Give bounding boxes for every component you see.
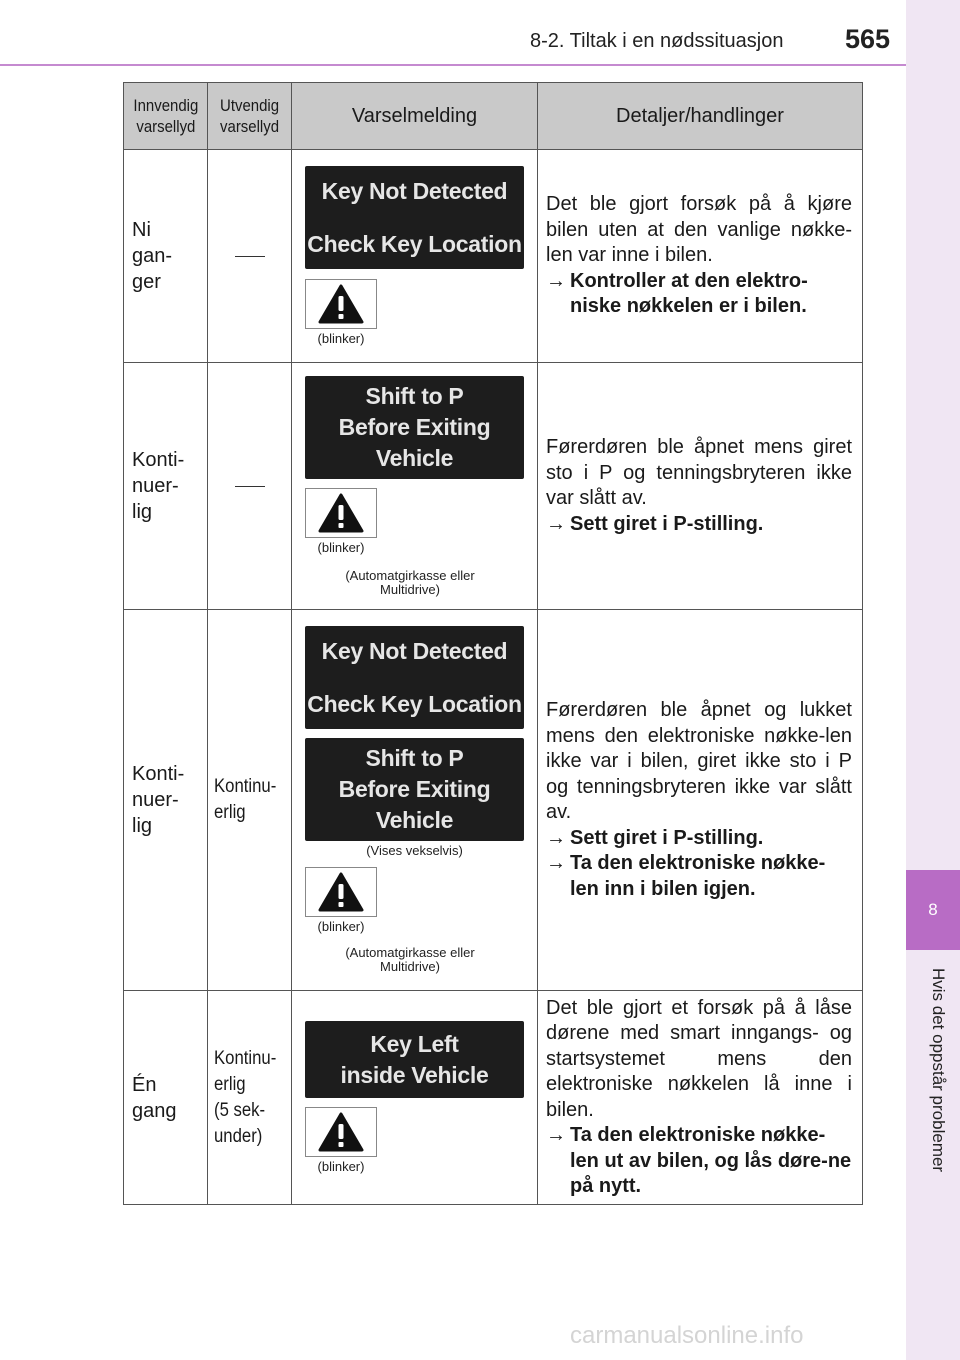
warning-triangle-icon — [318, 1111, 364, 1153]
table-row — [124, 610, 863, 991]
display-screen: Shift to P Before Exiting Vehicle — [305, 738, 524, 841]
action-item: → Ta den elektroniske nøkke-len inn i bilen igjen. — [546, 852, 826, 900]
action-item: → Ta den elektroniske nøkke-len ut av bilen, og lås døre-ne på nytt. — [546, 1124, 852, 1197]
internal-sound-cell: Ni gan- ger — [124, 150, 208, 363]
blink-label: (blinker) — [317, 331, 365, 346]
details-cell: Det ble gjort et forsøk på å låse dørene med smart inngangs- og startsystemet mens den elektroniske nøkkelen lå inne i bilen. → Ta den elektroniske nøkke-len ut av bilen, og lås døre-ne på nytt. — [538, 991, 863, 1205]
warning-message-cell — [292, 150, 538, 363]
internal-sound-cell: Konti- nuer- lig — [124, 363, 208, 610]
action-item: → Sett giret i P-stilling. — [546, 826, 764, 849]
header-divider — [0, 64, 906, 66]
dash — [235, 486, 265, 487]
internal-sound-cell: Én gang — [124, 991, 208, 1205]
details-cell: Førerdøren ble åpnet mens giret sto i P og tenningsbryteren ikke var slått av. → Sett giret i P-stilling. — [538, 363, 863, 610]
header-external-sound: Utvendig varsellyd — [208, 83, 292, 150]
warning-message-cell — [292, 610, 538, 991]
page-header — [0, 0, 906, 66]
external-sound-cell — [208, 363, 292, 610]
blink-label: (blinker) — [317, 1159, 365, 1174]
warning-message-cell — [292, 363, 538, 610]
warning-message-cell — [292, 991, 538, 1205]
warning-light — [305, 1107, 377, 1157]
details-cell: Førerdøren ble åpnet og lukket mens den elektroniske nøkke-len ikke var i bilen, giret ikke sto i P og tenningsbryteren ikke var slått av. → Sett giret i P-stilling. → Ta den elektroniske nøkke-len inn i bilen igjen. — [538, 610, 863, 991]
display-screen: Key Not Detected Check Key Location — [305, 626, 524, 729]
action-item: → Sett giret i P-stilling. — [546, 512, 764, 535]
warning-triangle-icon — [318, 283, 364, 325]
transmission-note: (Automatgirkasse eller Multidrive) — [345, 945, 475, 974]
warning-light — [305, 488, 377, 538]
chapter-tab[interactable] — [906, 870, 960, 950]
watermark: carmanualsonline.info — [570, 1322, 804, 1349]
table-row — [124, 991, 863, 1205]
header-internal-sound: Innvendig varsellyd — [124, 83, 208, 150]
blink-label: (blinker) — [317, 919, 365, 934]
alternate-note: (Vises vekselvis) — [366, 843, 463, 858]
table-row — [124, 150, 863, 363]
external-sound-cell: Kontinu- erlig (5 sek- under) — [208, 991, 292, 1205]
header-warning-message: Varselmelding — [292, 83, 538, 150]
warning-triangle-icon — [318, 871, 364, 913]
warning-table — [123, 82, 863, 1205]
chapter-number: 8 — [928, 900, 938, 919]
internal-sound-cell: Konti- nuer- lig — [124, 610, 208, 991]
display-screen: Shift to P Before Exiting Vehicle — [305, 376, 524, 479]
warning-triangle-icon — [318, 492, 364, 534]
display-screen: Key Not Detected Check Key Location — [305, 166, 524, 269]
warning-light — [305, 279, 377, 329]
table-row — [124, 363, 863, 610]
action-item: → Kontroller at den elektro-niske nøkkelen er i bilen. — [546, 269, 808, 318]
warning-light — [305, 867, 377, 917]
header-details: Detaljer/handlinger — [538, 83, 863, 150]
dash — [235, 256, 265, 257]
blink-label: (blinker) — [317, 539, 365, 555]
details-cell: Det ble gjort forsøk på å kjøre bilen uten at den vanlige nøkke-len var inne i bilen. → Kontroller at den elektro-niske nøkkelen er i bilen. — [538, 150, 863, 363]
external-sound-cell — [208, 150, 292, 363]
display-screen: Key Left inside Vehicle — [305, 1021, 524, 1098]
table-header-row — [124, 83, 863, 150]
external-sound-cell: Kontinu- erlig — [208, 610, 292, 991]
page-number: 565 — [845, 24, 891, 54]
chapter-title: Hvis det oppstår problemer — [929, 968, 948, 1173]
section-title: 8-2. Tiltak i en nødssituasjon — [530, 30, 784, 52]
transmission-note: (Automatgirkasse eller Multidrive) — [345, 567, 475, 597]
